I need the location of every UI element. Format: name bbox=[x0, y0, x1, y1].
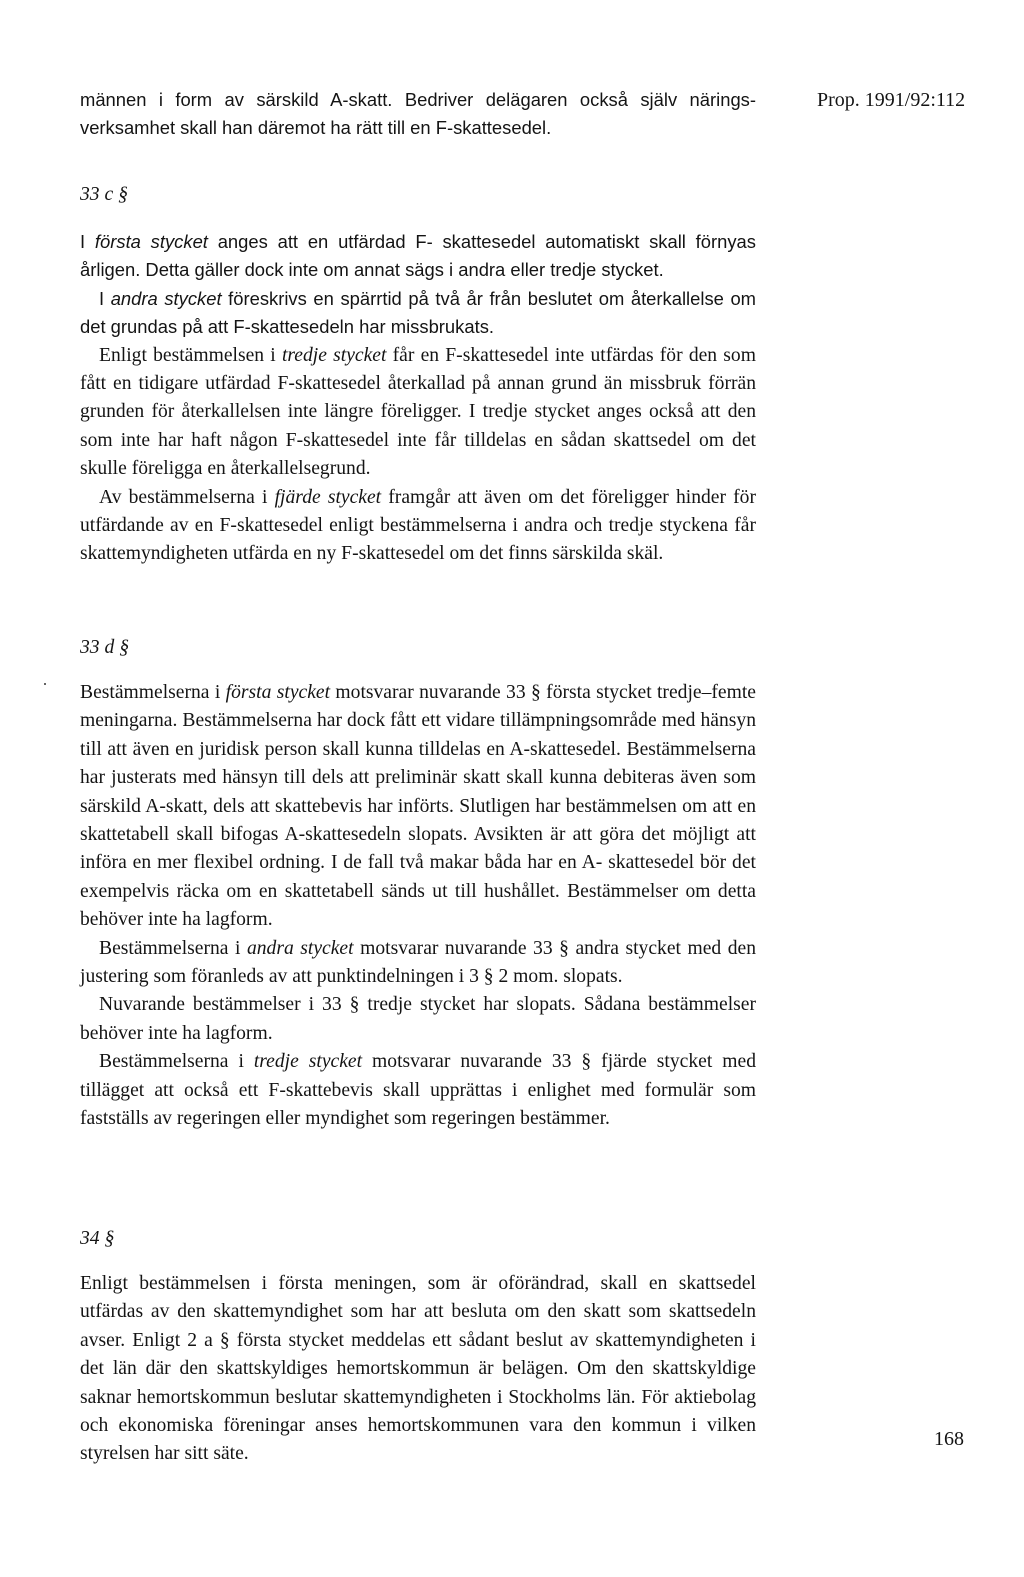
section-body-33c bbox=[80, 228, 756, 569]
page-number: 168 bbox=[934, 1428, 964, 1450]
paragraph: Bestämmelserna i andra stycket motsvarar nuvarande 33 § andra stycket med den justering som föranleds av att punktindelningen i 3 § 2 mom. slopats. bbox=[80, 937, 757, 988]
paragraph: Bestämmelserna i tredje stycket motsvarar nuvarande 33 § fjärde stycket med tillägget att också ett F-skattebevis skall upprättas i enlighet med formulär som fastställs av regeringen eller myndighet som regeringen bestämmer. bbox=[80, 1051, 756, 1130]
section-body-33d bbox=[80, 679, 756, 1134]
continuation-paragraph bbox=[80, 86, 756, 143]
section-heading-33d: 33 d § bbox=[80, 637, 129, 658]
section-heading-33c: 33 c § bbox=[80, 184, 128, 205]
paragraph: Av bestämmelserna i fjärde stycket framgår att även om det föreligger hinder för utfärdande av en F-skattesedel enligt bestämmelserna i andra och tredje styckena får skattemyndigheten utfärda en ny F-skattesedel om det finns särskilda skäl. bbox=[80, 486, 757, 565]
paragraph: Nuvarande bestämmelser i 33 § tredje stycket har slopats. Sådana bestämmelser behöver inte ha lagform. bbox=[80, 994, 756, 1044]
paragraph: Enligt bestämmelsen i tredje stycket får en F-skattesedel inte utfärdas för den som fått en tidigare utfärdad F-skattesedel återkallad på annan grund än missbruk förrän grunden för återkallelsen inte längre föreligger. I tredje stycket anges också att den som inte har haft någon F-skattesedel inte får tilldelas en sådan skattsedel om det skulle föreligga en återkallelsegrund. bbox=[80, 344, 756, 480]
continuation-text: männen i form av särskild A-skatt. Bedriver delägaren också själv näringsverksamhet skall han däremot ha rätt till en F-skattesedel. bbox=[80, 89, 756, 139]
paragraph: I första stycket anges att en utfärdad F- skattesedel automatiskt skall förnyas årligen. Detta gäller dock inte om annat sägs i andra eller tredje stycket. bbox=[80, 231, 756, 281]
publication-reference: Prop. 1991/92:112 bbox=[817, 89, 966, 111]
scan-speck bbox=[44, 683, 46, 685]
paragraph: Bestämmelserna i första stycket motsvarar nuvarande 33 § första stycket tredje–femte meningarna. Bestämmelserna har dock fått ett vidare tillämpningsområde med hänsyn till att även en juridisk person skall kunna tilldelas en A-skattesedel. Bestämmelserna har justerats med hänsyn till dels att preliminär skatt skall kunna debiteras även som särskild A-skatt, dels att skattebevis har införts. Slutligen har bestämmelsen om att en skattetabell skall bifogas A-skattesedeln slopats. Avsikten är att göra det möjligt att införa en mer flexibel ordning. I de fall två makar båda har en A- skattesedel bör det exempelvis räcka om en skattetabell sänds ut till hushållet. Bestämmelser om detta behöver inte ha lagform. bbox=[80, 682, 756, 931]
paragraph: Enligt bestämmelsen i första meningen, som är oförändrad, skall en skattsedel utfärdas av den skattemyndighet som har att besluta om den skatt som skattsedeln avser. Enligt 2 a § första stycket meddelas ett sådant beslut av skattemyndigheten i det län där den skattskyldiges hemortskommun är belägen. Om den skattskyldige saknar hemortskommun beslutar skattemyndigheten i Stockholms län. För aktiebolag och ekonomiska föreningar anses hemortskommunen vara den kommun i vilken styrelsen har sitt säte. bbox=[80, 1273, 756, 1465]
section-body-34 bbox=[80, 1270, 756, 1469]
section-heading-34: 34 § bbox=[80, 1228, 115, 1249]
paragraph: I andra stycket föreskrivs en spärrtid på två år från beslutet om återkallelse om det grundas på att F-skattesedeln har missbrukats. bbox=[80, 287, 756, 338]
